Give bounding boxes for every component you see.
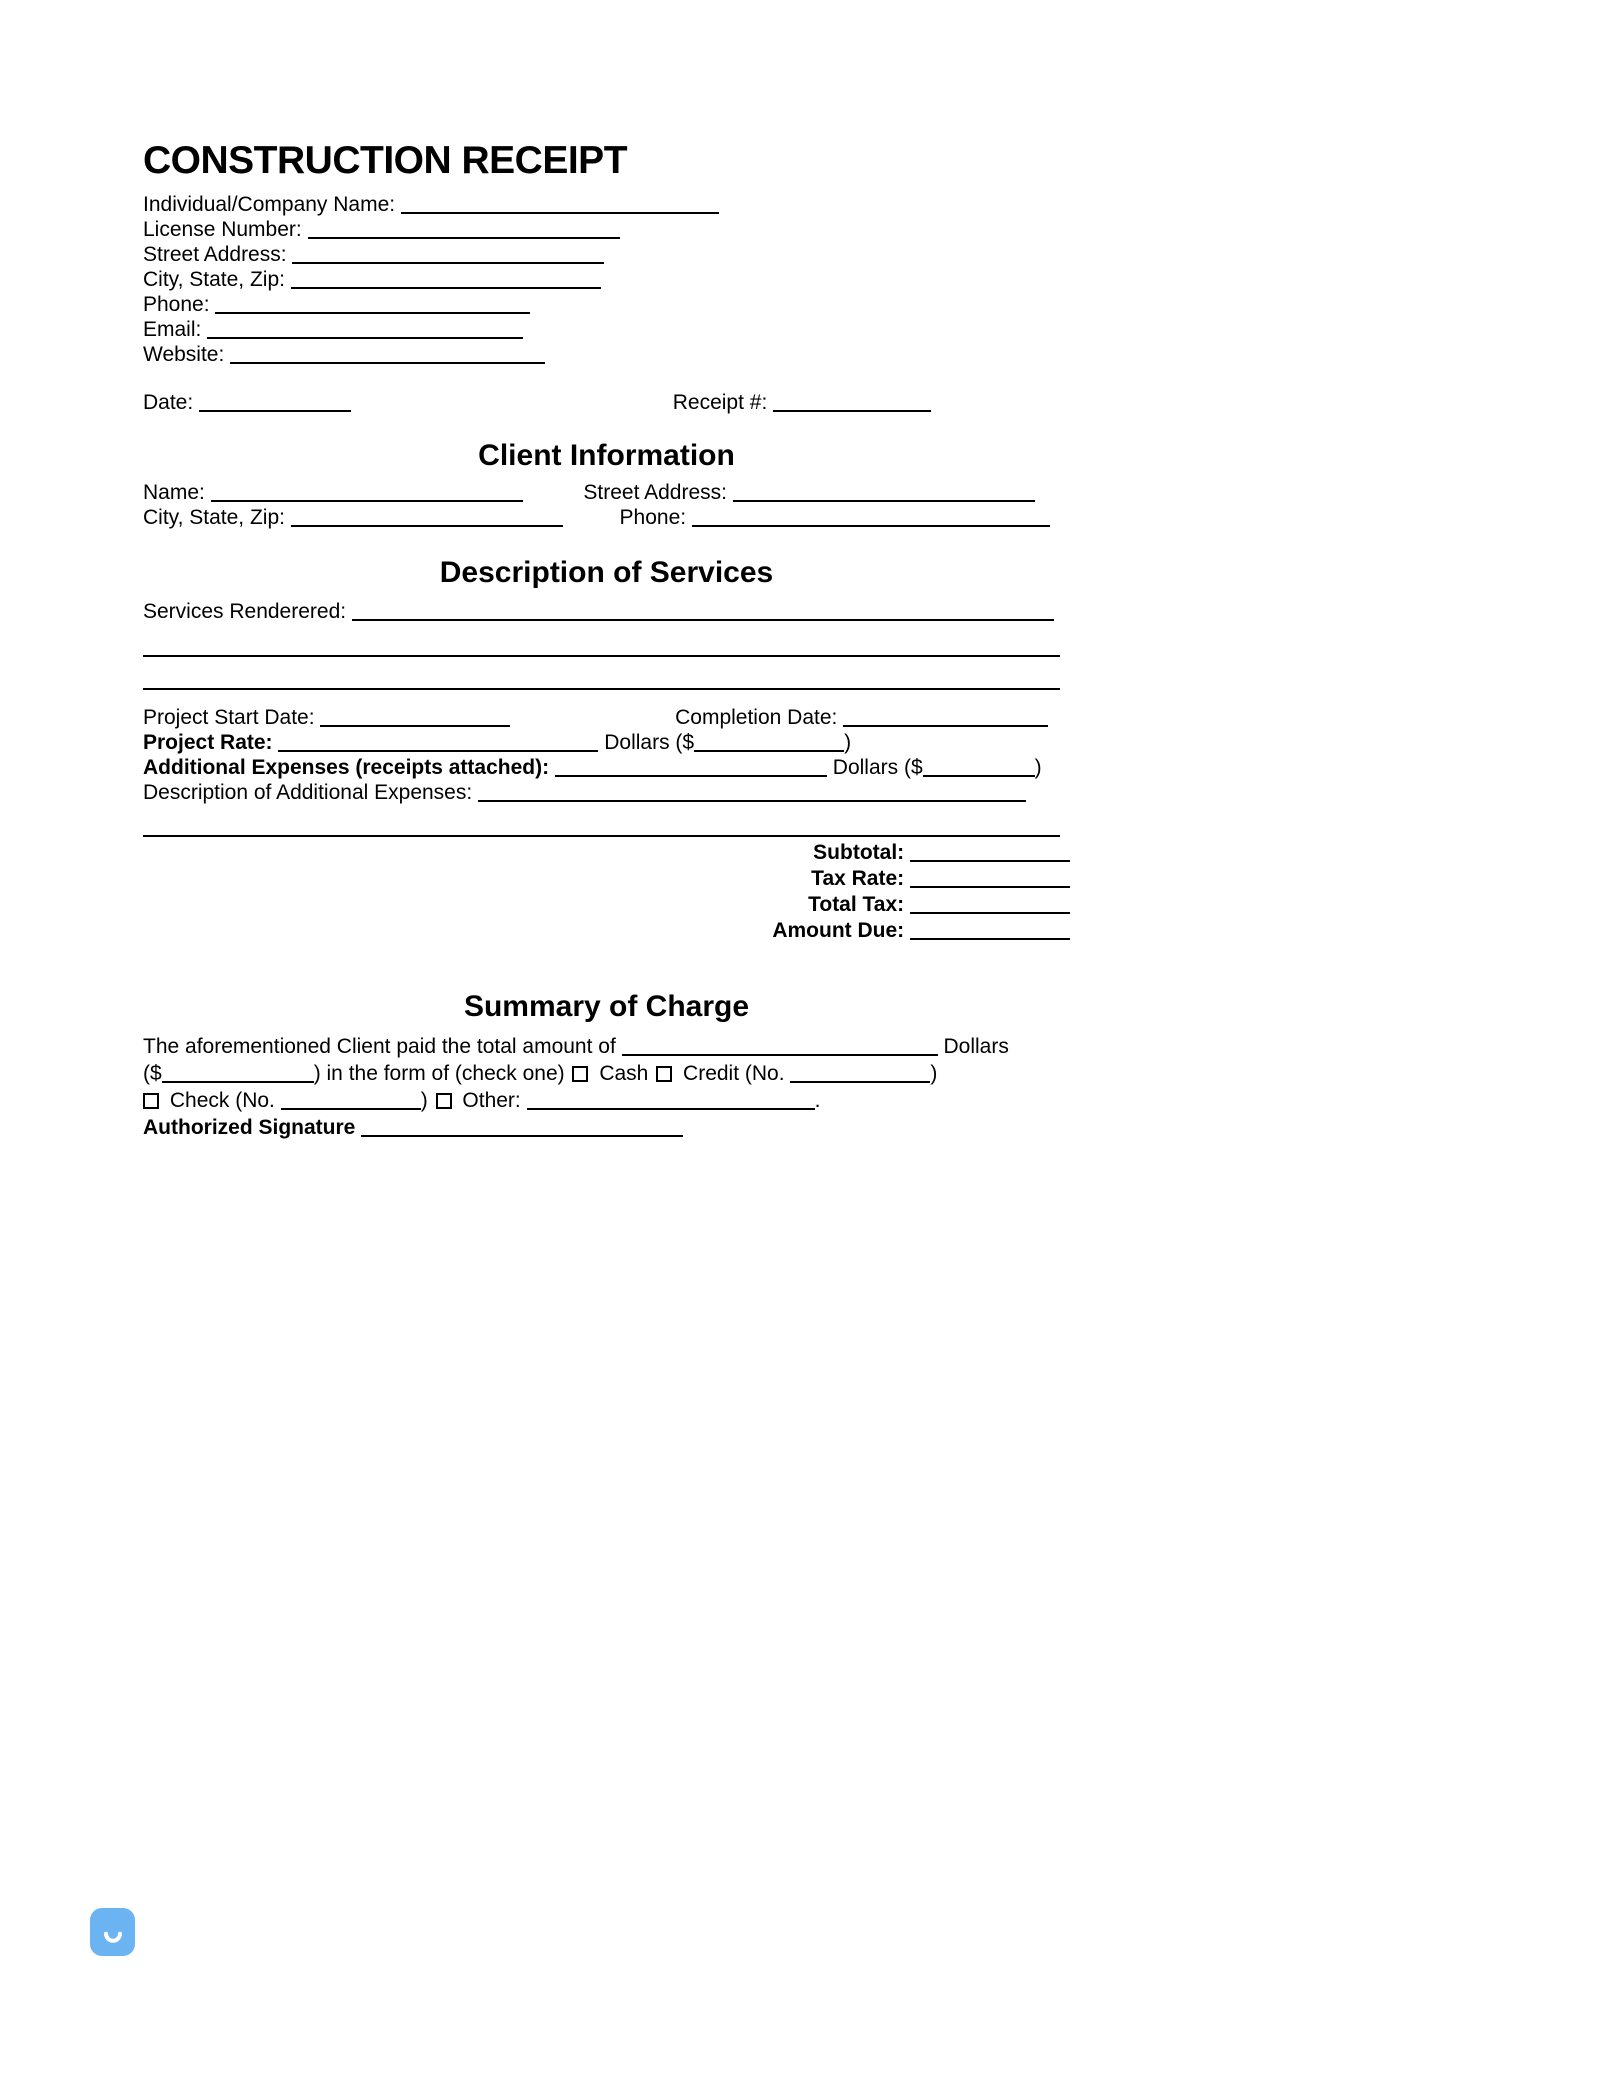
additional-expenses-overflow-line (143, 805, 1060, 837)
tax-rate-row (143, 866, 1070, 892)
authorized-signature-blank-line (361, 1121, 683, 1137)
summary-dollars-word: Dollars (943, 1034, 1009, 1058)
client-city-state-zip-label: City, State, Zip: (143, 505, 285, 529)
license-number-blank-line (308, 223, 620, 239)
company-name-label: Individual/Company Name: (143, 192, 396, 216)
project-rate-row (143, 730, 1070, 755)
summary-line-3 (143, 1087, 1070, 1114)
app-badge-button[interactable] (90, 1908, 135, 1956)
website-blank-line (230, 348, 545, 364)
subtotal-row (143, 840, 1070, 866)
additional-expenses-paren-close: ) (1034, 755, 1042, 779)
field-company-name (143, 192, 1070, 217)
project-start-date-blank-line (320, 711, 510, 727)
date-receipt-row (143, 390, 1070, 415)
client-information-heading: Client Information (478, 438, 735, 472)
other-label: Other: (462, 1088, 521, 1112)
city-state-zip-label: City, State, Zip: (143, 267, 285, 291)
amount-words-blank-line (622, 1040, 938, 1056)
date-blank-line (199, 396, 351, 412)
field-email (143, 317, 1070, 342)
services-rendered-row (143, 599, 1070, 624)
cash-checkbox (572, 1066, 588, 1082)
company-name-blank-line (401, 198, 719, 214)
project-rate-label: Project Rate: (143, 730, 273, 754)
amount-due-row (143, 918, 1070, 944)
other-checkbox (436, 1093, 452, 1109)
receipt-number-label: Receipt #: (672, 390, 768, 414)
cash-label: Cash (599, 1061, 649, 1085)
totals-block (143, 840, 1070, 944)
check-label: Check (No. (169, 1088, 275, 1112)
summary-line-2 (143, 1060, 1070, 1087)
street-address-label: Street Address: (143, 242, 287, 266)
credit-label: Credit (No. (683, 1061, 785, 1085)
credit-paren-close: ) (930, 1061, 938, 1085)
total-tax-row (143, 892, 1070, 918)
smile-arc-icon (99, 1918, 127, 1946)
field-city-state-zip (143, 267, 1070, 292)
client-name-label: Name: (143, 480, 205, 504)
authorized-signature-label: Authorized Signature (143, 1115, 356, 1139)
email-blank-line (207, 323, 523, 339)
email-label: Email: (143, 317, 202, 341)
sentence-period: . (814, 1088, 821, 1112)
services-blank-line-2 (143, 624, 1060, 657)
completion-date-label: Completion Date: (675, 705, 838, 729)
date-label: Date: (143, 390, 194, 414)
total-tax-label: Total Tax: (808, 892, 905, 916)
other-blank-line (527, 1094, 815, 1110)
client-name-blank-line (211, 486, 523, 502)
page-title: CONSTRUCTION RECEIPT (143, 139, 628, 182)
check-checkbox (143, 1093, 159, 1109)
client-street-address-blank-line (733, 486, 1035, 502)
credit-checkbox (656, 1066, 672, 1082)
credit-number-blank-line (790, 1067, 930, 1083)
website-label: Website: (143, 342, 225, 366)
client-citystatezip-phone-row (143, 505, 1070, 530)
project-rate-amount-blank-line (694, 736, 844, 752)
client-phone-blank-line (692, 511, 1050, 527)
check-number-blank-line (281, 1094, 421, 1110)
summary-line-1 (143, 1033, 1070, 1060)
project-rate-dollars-label: Dollars ($ (604, 730, 695, 754)
phone-label: Phone: (143, 292, 210, 316)
street-address-blank-line (292, 248, 604, 264)
amount-due-label: Amount Due: (772, 918, 905, 942)
field-website (143, 342, 1070, 367)
amount-numeric-blank-line (162, 1067, 314, 1083)
summary-form-text: ) in the form of (check one) (313, 1061, 565, 1085)
services-rendered-blank-line (352, 605, 1054, 621)
additional-expenses-blank-line (555, 761, 827, 777)
city-state-zip-blank-line (291, 273, 601, 289)
services-blank-line-3 (143, 657, 1060, 690)
summary-amount-open: ($ (143, 1061, 162, 1085)
summary-paid-text: The aforementioned Client paid the total amount of (143, 1034, 616, 1058)
project-rate-paren-close: ) (844, 730, 852, 754)
phone-blank-line (215, 298, 530, 314)
additional-expenses-row (143, 755, 1070, 780)
project-rate-blank-line (278, 736, 598, 752)
amount-due-blank-line (910, 924, 1070, 940)
check-paren-close: ) (420, 1088, 428, 1112)
subtotal-label: Subtotal: (813, 840, 905, 864)
subtotal-blank-line (910, 846, 1070, 862)
services-rendered-label: Services Renderered: (143, 599, 347, 623)
client-phone-label: Phone: (619, 505, 687, 529)
completion-date-blank-line (843, 711, 1048, 727)
tax-rate-blank-line (910, 872, 1070, 888)
description-of-services-heading: Description of Services (439, 555, 774, 589)
description-additional-expenses-label: Description of Additional Expenses: (143, 780, 473, 804)
client-city-state-zip-blank-line (291, 511, 563, 527)
additional-expenses-dollars-label: Dollars ($ (832, 755, 923, 779)
summary-of-charge-heading: Summary of Charge (463, 989, 750, 1023)
client-street-address-label: Street Address: (583, 480, 727, 504)
authorized-signature-row (143, 1114, 1070, 1141)
receipt-number-blank-line (773, 396, 931, 412)
field-street-address (143, 242, 1070, 267)
field-phone (143, 292, 1070, 317)
project-dates-row (143, 705, 1070, 730)
additional-expenses-label: Additional Expenses (receipts attached): (143, 755, 550, 779)
license-number-label: License Number: (143, 217, 302, 241)
description-additional-expenses-blank-line (478, 786, 1026, 802)
description-additional-expenses-row (143, 780, 1070, 805)
project-start-date-label: Project Start Date: (143, 705, 315, 729)
field-license-number (143, 217, 1070, 242)
tax-rate-label: Tax Rate: (811, 866, 905, 890)
additional-expenses-amount-blank-line (923, 761, 1035, 777)
client-name-street-row (143, 480, 1070, 505)
total-tax-blank-line (910, 898, 1070, 914)
document-content (143, 140, 1070, 1141)
